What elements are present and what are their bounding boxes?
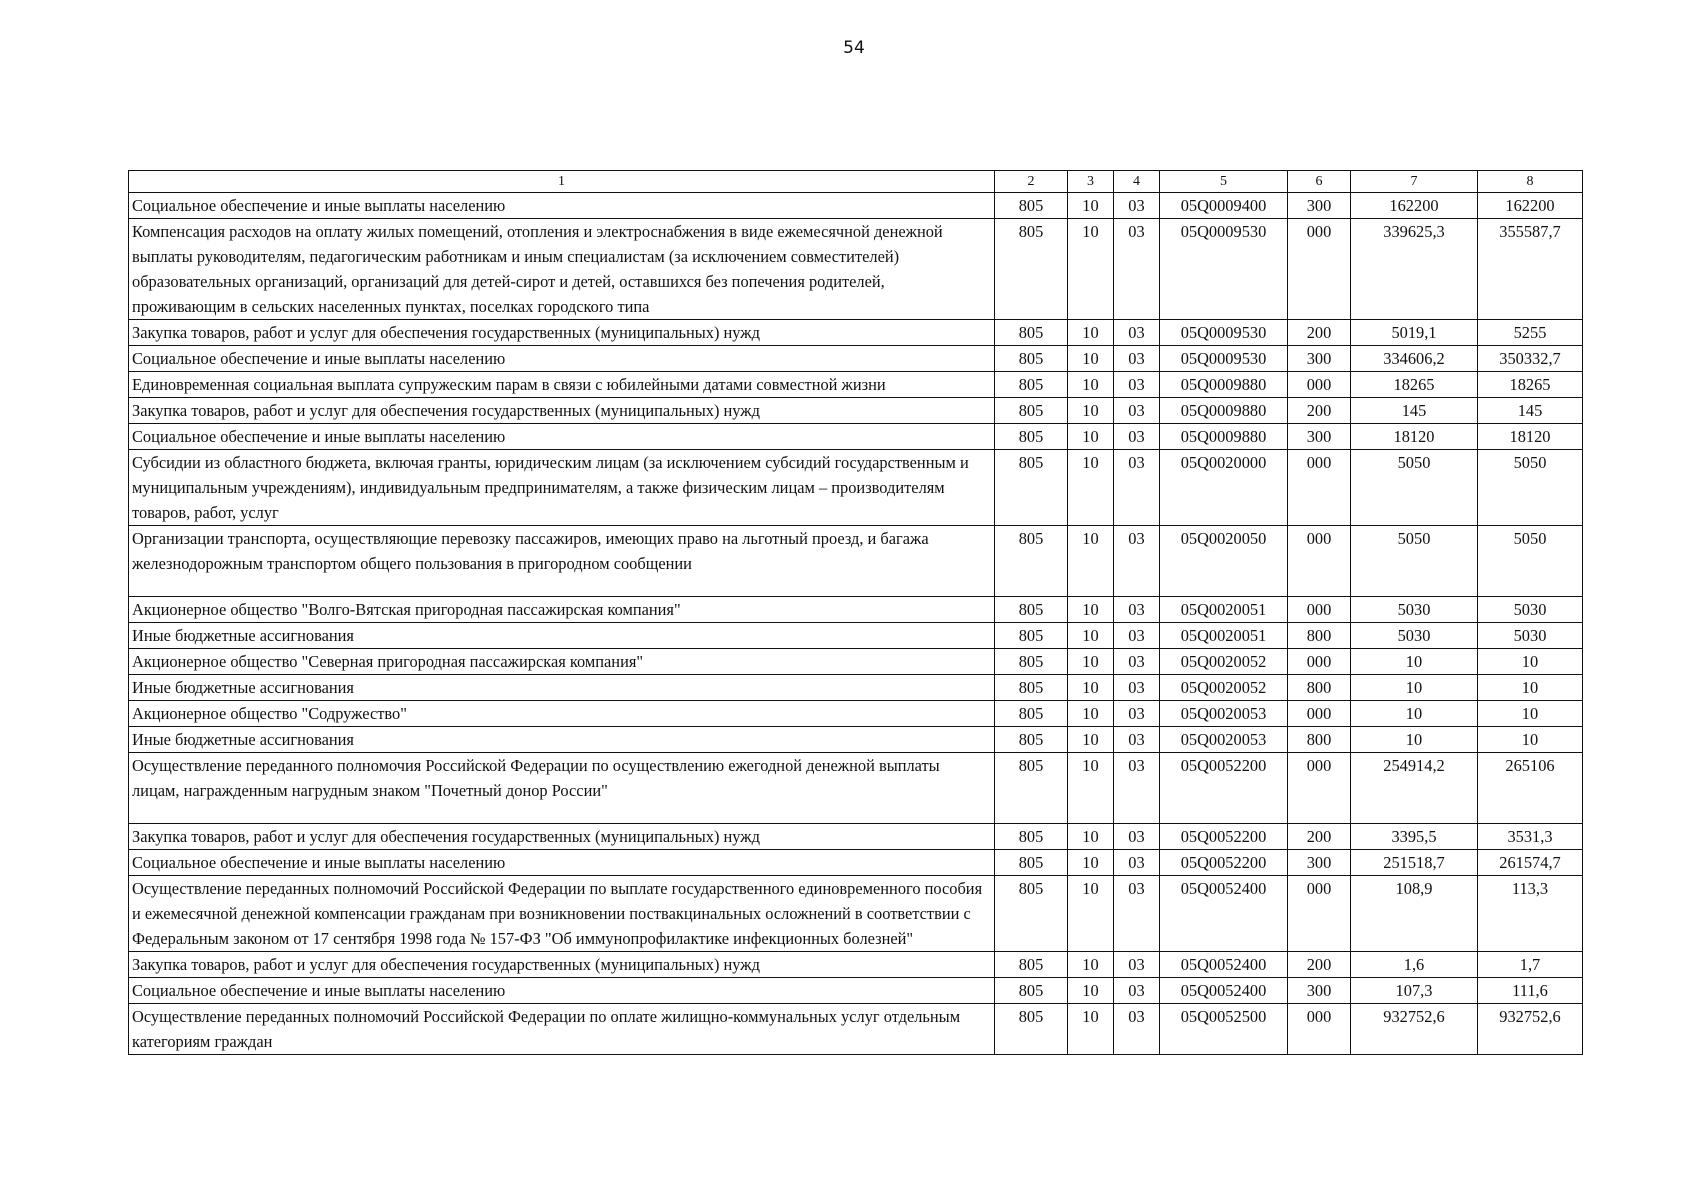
- row-col-5: 05Q0009530: [1160, 320, 1288, 346]
- row-col-3: 10: [1068, 1004, 1114, 1055]
- row-col-2: 805: [995, 978, 1068, 1004]
- table-row: [129, 824, 1583, 850]
- row-col-7: 5030: [1351, 623, 1478, 649]
- row-description: Иные бюджетные ассигнования: [129, 623, 995, 649]
- row-col-4: 03: [1114, 219, 1160, 320]
- row-col-4: 03: [1114, 346, 1160, 372]
- column-header: 4: [1114, 171, 1160, 193]
- row-col-4: 03: [1114, 649, 1160, 675]
- row-col-7: 10: [1351, 649, 1478, 675]
- row-col-5: 05Q0020051: [1160, 623, 1288, 649]
- row-col-2: 805: [995, 1004, 1068, 1055]
- table-header-row: [129, 171, 1583, 193]
- column-header: 7: [1351, 171, 1478, 193]
- row-description: Субсидии из областного бюджета, включая гранты, юридическим лицам (за исключением субсидий государственным и муниципальным учреждениям), индивидуальным предпринимателям, а также физическим лицам – производителям товаров, работ, услуг: [129, 450, 995, 526]
- row-col-7: 18120: [1351, 424, 1478, 450]
- row-col-7: 5019,1: [1351, 320, 1478, 346]
- row-col-2: 805: [995, 372, 1068, 398]
- row-description: Иные бюджетные ассигнования: [129, 675, 995, 701]
- row-col-6: 300: [1288, 346, 1351, 372]
- table-row: [129, 346, 1583, 372]
- row-col-5: 05Q0009880: [1160, 424, 1288, 450]
- row-col-3: 10: [1068, 850, 1114, 876]
- row-col-5: 05Q0020000: [1160, 450, 1288, 526]
- row-col-4: 03: [1114, 824, 1160, 850]
- row-col-2: 805: [995, 346, 1068, 372]
- row-col-7: 254914,2: [1351, 753, 1478, 824]
- table-row: [129, 753, 1583, 824]
- table-row: [129, 675, 1583, 701]
- row-col-5: 05Q0052500: [1160, 1004, 1288, 1055]
- row-description: Организации транспорта, осуществляющие перевозку пассажиров, имеющих право на льготный проезд, и багажа железнодорожным транспортом общего пользования в пригородном сообщении: [129, 526, 995, 597]
- table-row: [129, 850, 1583, 876]
- row-col-6: 800: [1288, 623, 1351, 649]
- row-col-2: 805: [995, 701, 1068, 727]
- row-col-6: 000: [1288, 753, 1351, 824]
- row-description: Социальное обеспечение и иные выплаты населению: [129, 850, 995, 876]
- row-col-4: 03: [1114, 424, 1160, 450]
- row-description: Закупка товаров, работ и услуг для обеспечения государственных (муниципальных) нужд: [129, 824, 995, 850]
- row-col-6: 200: [1288, 398, 1351, 424]
- row-col-7: 162200: [1351, 193, 1478, 219]
- row-col-4: 03: [1114, 753, 1160, 824]
- row-col-2: 805: [995, 952, 1068, 978]
- row-col-5: 05Q0020052: [1160, 649, 1288, 675]
- row-col-3: 10: [1068, 526, 1114, 597]
- row-col-3: 10: [1068, 727, 1114, 753]
- row-col-5: 05Q0020052: [1160, 675, 1288, 701]
- column-header: 8: [1478, 171, 1583, 193]
- row-col-8: 111,6: [1478, 978, 1583, 1004]
- row-col-2: 805: [995, 450, 1068, 526]
- table-row: [129, 450, 1583, 526]
- row-description: Осуществление переданного полномочия Российской Федерации по осуществлению ежегодной денежной выплаты лицам, награжденным нагрудным знаком "Почетный донор России": [129, 753, 995, 824]
- row-col-6: 000: [1288, 597, 1351, 623]
- table-row: [129, 320, 1583, 346]
- row-col-7: 10: [1351, 675, 1478, 701]
- row-col-3: 10: [1068, 450, 1114, 526]
- row-col-5: 05Q0020051: [1160, 597, 1288, 623]
- row-col-3: 10: [1068, 824, 1114, 850]
- row-col-4: 03: [1114, 701, 1160, 727]
- row-col-7: 10: [1351, 727, 1478, 753]
- row-col-5: 05Q0009530: [1160, 346, 1288, 372]
- row-col-6: 300: [1288, 424, 1351, 450]
- row-col-3: 10: [1068, 675, 1114, 701]
- table-row: [129, 424, 1583, 450]
- row-col-6: 300: [1288, 978, 1351, 1004]
- row-col-2: 805: [995, 193, 1068, 219]
- row-col-8: 10: [1478, 727, 1583, 753]
- table-row: [129, 623, 1583, 649]
- row-col-2: 805: [995, 850, 1068, 876]
- row-col-3: 10: [1068, 398, 1114, 424]
- row-col-8: 932752,6: [1478, 1004, 1583, 1055]
- row-col-7: 339625,3: [1351, 219, 1478, 320]
- row-col-5: 05Q0020053: [1160, 701, 1288, 727]
- row-col-2: 805: [995, 526, 1068, 597]
- row-col-7: 1,6: [1351, 952, 1478, 978]
- row-col-5: 05Q0052400: [1160, 952, 1288, 978]
- row-col-3: 10: [1068, 346, 1114, 372]
- row-description: Иные бюджетные ассигнования: [129, 727, 995, 753]
- column-header: 1: [129, 171, 995, 193]
- table-row: [129, 193, 1583, 219]
- row-col-8: 10: [1478, 701, 1583, 727]
- row-col-4: 03: [1114, 1004, 1160, 1055]
- row-col-7: 932752,6: [1351, 1004, 1478, 1055]
- row-col-3: 10: [1068, 597, 1114, 623]
- row-col-8: 3531,3: [1478, 824, 1583, 850]
- row-col-8: 18120: [1478, 424, 1583, 450]
- table-row: [129, 727, 1583, 753]
- row-col-3: 10: [1068, 219, 1114, 320]
- row-col-7: 251518,7: [1351, 850, 1478, 876]
- row-description: Социальное обеспечение и иные выплаты населению: [129, 346, 995, 372]
- row-col-8: 265106: [1478, 753, 1583, 824]
- row-description: Акционерное общество "Волго-Вятская пригородная пассажирская компания": [129, 597, 995, 623]
- row-col-3: 10: [1068, 320, 1114, 346]
- row-col-4: 03: [1114, 450, 1160, 526]
- row-col-4: 03: [1114, 978, 1160, 1004]
- row-description: Социальное обеспечение и иные выплаты населению: [129, 978, 995, 1004]
- row-col-3: 10: [1068, 424, 1114, 450]
- row-col-4: 03: [1114, 597, 1160, 623]
- row-col-5: 05Q0020050: [1160, 526, 1288, 597]
- page-number: 54: [843, 38, 865, 58]
- table-row: [129, 978, 1583, 1004]
- row-col-6: 000: [1288, 450, 1351, 526]
- row-description: Социальное обеспечение и иные выплаты населению: [129, 424, 995, 450]
- row-col-2: 805: [995, 320, 1068, 346]
- row-col-3: 10: [1068, 372, 1114, 398]
- row-col-2: 805: [995, 424, 1068, 450]
- row-col-7: 108,9: [1351, 876, 1478, 952]
- row-col-6: 000: [1288, 876, 1351, 952]
- row-col-4: 03: [1114, 372, 1160, 398]
- row-col-8: 5050: [1478, 450, 1583, 526]
- row-col-8: 5030: [1478, 597, 1583, 623]
- row-description: Акционерное общество "Северная пригородная пассажирская компания": [129, 649, 995, 675]
- row-col-5: 05Q0020053: [1160, 727, 1288, 753]
- row-col-7: 18265: [1351, 372, 1478, 398]
- row-col-2: 805: [995, 398, 1068, 424]
- row-col-8: 10: [1478, 649, 1583, 675]
- row-col-7: 107,3: [1351, 978, 1478, 1004]
- table-row: [129, 701, 1583, 727]
- row-col-4: 03: [1114, 193, 1160, 219]
- row-col-3: 10: [1068, 623, 1114, 649]
- row-col-7: 5050: [1351, 526, 1478, 597]
- row-col-5: 05Q0052400: [1160, 978, 1288, 1004]
- row-col-4: 03: [1114, 398, 1160, 424]
- row-col-2: 805: [995, 649, 1068, 675]
- row-col-7: 3395,5: [1351, 824, 1478, 850]
- table-row: [129, 1004, 1583, 1055]
- row-col-7: 5050: [1351, 450, 1478, 526]
- row-description: Закупка товаров, работ и услуг для обеспечения государственных (муниципальных) нужд: [129, 320, 995, 346]
- row-col-6: 200: [1288, 320, 1351, 346]
- row-col-2: 805: [995, 824, 1068, 850]
- row-description: Осуществление переданных полномочий Российской Федерации по оплате жилищно-коммунальных услуг отдельным категориям граждан: [129, 1004, 995, 1055]
- row-col-6: 000: [1288, 1004, 1351, 1055]
- row-col-5: 05Q0009400: [1160, 193, 1288, 219]
- row-col-5: 05Q0052400: [1160, 876, 1288, 952]
- row-col-8: 145: [1478, 398, 1583, 424]
- table-body: [129, 193, 1583, 1055]
- table-row: [129, 649, 1583, 675]
- row-col-2: 805: [995, 753, 1068, 824]
- row-col-8: 5030: [1478, 623, 1583, 649]
- row-col-6: 300: [1288, 193, 1351, 219]
- table-row: [129, 597, 1583, 623]
- row-col-7: 5030: [1351, 597, 1478, 623]
- column-header: 6: [1288, 171, 1351, 193]
- row-description: Социальное обеспечение и иные выплаты населению: [129, 193, 995, 219]
- row-col-2: 805: [995, 623, 1068, 649]
- row-col-6: 000: [1288, 219, 1351, 320]
- row-description: Компенсация расходов на оплату жилых помещений, отопления и электроснабжения в виде ежемесячной денежной выплаты руководителям, педагогическим работникам и иным специалистам (за исключением совместителей) образовательных организаций, организаций для детей-сирот и детей, оставшихся без попечения родителей, проживающим в сельских населенных пунктах, поселках городского типа: [129, 219, 995, 320]
- column-header: 2: [995, 171, 1068, 193]
- table-row: [129, 398, 1583, 424]
- row-col-8: 113,3: [1478, 876, 1583, 952]
- row-col-8: 355587,7: [1478, 219, 1583, 320]
- row-col-8: 261574,7: [1478, 850, 1583, 876]
- row-col-4: 03: [1114, 623, 1160, 649]
- row-col-6: 200: [1288, 952, 1351, 978]
- row-col-6: 000: [1288, 701, 1351, 727]
- row-description: Акционерное общество "Содружество": [129, 701, 995, 727]
- row-col-4: 03: [1114, 850, 1160, 876]
- row-col-3: 10: [1068, 649, 1114, 675]
- table-row: [129, 372, 1583, 398]
- row-col-8: 5050: [1478, 526, 1583, 597]
- row-col-6: 200: [1288, 824, 1351, 850]
- row-col-2: 805: [995, 219, 1068, 320]
- row-description: Осуществление переданных полномочий Российской Федерации по выплате государственного единовременного пособия и ежемесячной денежной компенсации гражданам при возникновении поствакцинальных осложнений в соответствии с Федеральным законом от 17 сентября 1998 года № 157-ФЗ "Об иммунопрофилактике инфекционных болезней": [129, 876, 995, 952]
- row-col-6: 300: [1288, 850, 1351, 876]
- row-description: Единовременная социальная выплата супружеским парам в связи с юбилейными датами совместной жизни: [129, 372, 995, 398]
- row-col-8: 162200: [1478, 193, 1583, 219]
- row-col-3: 10: [1068, 701, 1114, 727]
- row-col-8: 5255: [1478, 320, 1583, 346]
- row-col-8: 10: [1478, 675, 1583, 701]
- row-col-4: 03: [1114, 320, 1160, 346]
- row-col-5: 05Q0052200: [1160, 850, 1288, 876]
- row-col-5: 05Q0009880: [1160, 372, 1288, 398]
- row-col-8: 1,7: [1478, 952, 1583, 978]
- row-col-6: 800: [1288, 727, 1351, 753]
- row-col-5: 05Q0009530: [1160, 219, 1288, 320]
- row-col-5: 05Q0052200: [1160, 753, 1288, 824]
- row-col-3: 10: [1068, 193, 1114, 219]
- table-row: [129, 219, 1583, 320]
- row-col-4: 03: [1114, 952, 1160, 978]
- budget-table: [128, 170, 1583, 1055]
- row-col-6: 000: [1288, 649, 1351, 675]
- row-col-4: 03: [1114, 526, 1160, 597]
- row-col-3: 10: [1068, 978, 1114, 1004]
- row-col-3: 10: [1068, 876, 1114, 952]
- column-header: 3: [1068, 171, 1114, 193]
- row-col-2: 805: [995, 675, 1068, 701]
- row-col-2: 805: [995, 727, 1068, 753]
- row-col-8: 350332,7: [1478, 346, 1583, 372]
- row-col-4: 03: [1114, 727, 1160, 753]
- row-col-7: 145: [1351, 398, 1478, 424]
- row-col-3: 10: [1068, 753, 1114, 824]
- row-col-7: 10: [1351, 701, 1478, 727]
- row-col-6: 800: [1288, 675, 1351, 701]
- row-description: Закупка товаров, работ и услуг для обеспечения государственных (муниципальных) нужд: [129, 398, 995, 424]
- row-col-5: 05Q0052200: [1160, 824, 1288, 850]
- row-col-4: 03: [1114, 876, 1160, 952]
- row-col-7: 334606,2: [1351, 346, 1478, 372]
- row-col-2: 805: [995, 876, 1068, 952]
- row-col-8: 18265: [1478, 372, 1583, 398]
- row-col-6: 000: [1288, 526, 1351, 597]
- table-row: [129, 526, 1583, 597]
- row-col-5: 05Q0009880: [1160, 398, 1288, 424]
- row-col-6: 000: [1288, 372, 1351, 398]
- column-header: 5: [1160, 171, 1288, 193]
- row-description: Закупка товаров, работ и услуг для обеспечения государственных (муниципальных) нужд: [129, 952, 995, 978]
- row-col-4: 03: [1114, 675, 1160, 701]
- row-col-3: 10: [1068, 952, 1114, 978]
- table-row: [129, 952, 1583, 978]
- row-col-2: 805: [995, 597, 1068, 623]
- table-row: [129, 876, 1583, 952]
